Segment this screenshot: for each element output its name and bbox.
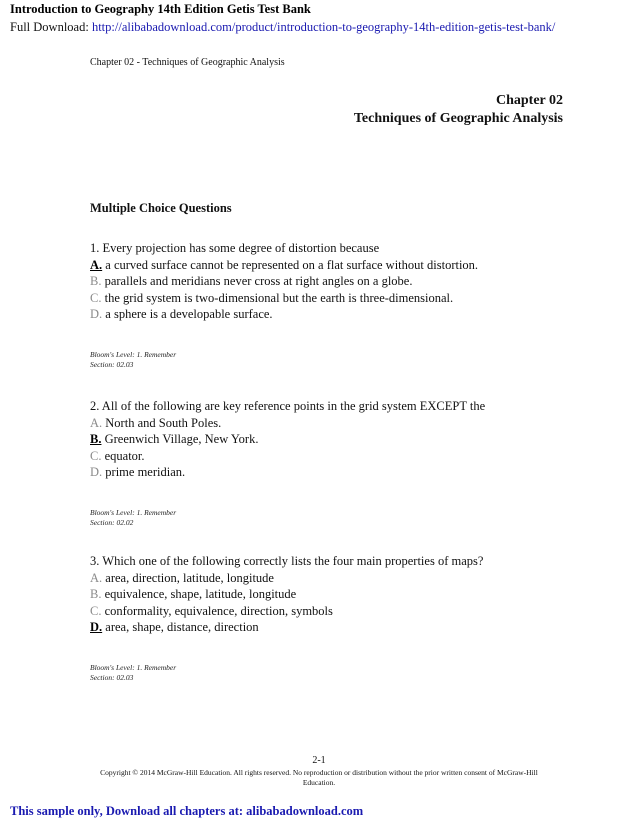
question-3-meta xyxy=(90,663,176,683)
download-link[interactable]: http://alibabadownload.com/product/introduction-to-geography-14th-edition-getis-test-bank/ xyxy=(91,20,556,34)
option-d xyxy=(90,619,483,636)
option-letter: C. xyxy=(90,290,102,305)
option-c xyxy=(90,448,485,465)
blooms-level: Bloom's Level: 1. Remember xyxy=(90,350,177,359)
blooms-level: Bloom's Level: 1. Remember xyxy=(90,663,177,672)
option-letter-correct: B. xyxy=(90,432,102,446)
question-1-meta xyxy=(90,350,176,370)
section-ref: Section: 02.02 xyxy=(90,518,134,527)
option-a xyxy=(90,570,483,587)
chapter-title: Techniques of Geographic Analysis xyxy=(353,111,563,126)
option-text: North and South Poles. xyxy=(102,415,222,430)
question-stem: 3. Which one of the following correctly lists the four main properties of maps? xyxy=(90,554,484,568)
option-letter: D. xyxy=(90,465,103,479)
option-b xyxy=(90,586,483,603)
option-letter: A. xyxy=(90,570,103,585)
copyright-notice: Copyright © 2014 McGraw-Hill Education. All rights reserved. No reproduction or distribution without the prior written consent of McGraw-Hill Education. xyxy=(100,768,538,787)
question-stem: 1. Every projection has some degree of distortion because xyxy=(90,241,380,255)
option-b xyxy=(90,273,478,290)
option-text: a curved surface cannot be represented on a flat surface without distortion. xyxy=(102,257,479,272)
option-text: Greenwich Village, New York. xyxy=(101,432,259,446)
option-a xyxy=(90,257,478,274)
banner-title: Introduction to Geography 14th Edition Getis Test Bank xyxy=(10,2,311,16)
question-stem: 2. All of the following are key reference points in the grid system EXCEPT the xyxy=(90,399,486,413)
option-letter: B. xyxy=(90,587,102,601)
option-letter: A. xyxy=(90,415,103,430)
section-ref: Section: 02.03 xyxy=(90,673,134,682)
download-label: Full Download: xyxy=(10,20,92,34)
option-text: a sphere is a developable surface. xyxy=(102,307,273,321)
option-text: prime meridian. xyxy=(102,465,186,479)
option-letter: B. xyxy=(90,274,102,288)
option-text: the grid system is two-dimensional but the earth is three-dimensional. xyxy=(101,290,454,305)
option-text: parallels and meridians never cross at right angles on a globe. xyxy=(101,274,413,288)
section-ref: Section: 02.03 xyxy=(90,360,134,369)
option-letter: C. xyxy=(90,603,102,618)
bottom-download-banner[interactable]: This sample only, Download all chapters at: alibabadownload.com xyxy=(10,804,364,818)
running-head: Chapter 02 - Techniques of Geographic Analysis xyxy=(90,57,285,68)
section-heading: Multiple Choice Questions xyxy=(90,201,232,215)
chapter-number: Chapter 02 xyxy=(495,93,563,108)
question-2 xyxy=(90,398,485,481)
download-line xyxy=(10,20,555,35)
page-number: 2-1 xyxy=(312,755,326,766)
option-letter-correct: D. xyxy=(90,620,103,634)
option-d xyxy=(90,306,478,323)
option-text: area, shape, distance, direction xyxy=(102,620,259,634)
option-c xyxy=(90,603,483,620)
option-letter: C. xyxy=(90,448,102,463)
option-text: equator. xyxy=(101,448,145,463)
option-text: equivalence, shape, latitude, longitude xyxy=(101,587,297,601)
option-letter: D. xyxy=(90,307,103,321)
option-c xyxy=(90,290,478,307)
blooms-level: Bloom's Level: 1. Remember xyxy=(90,508,177,517)
option-letter-correct: A. xyxy=(90,257,103,272)
question-3 xyxy=(90,553,483,636)
question-2-meta xyxy=(90,508,176,528)
chapter-heading xyxy=(354,92,563,128)
question-1 xyxy=(90,240,478,323)
option-text: conformality, equivalence, direction, symbols xyxy=(101,603,333,618)
option-text: area, direction, latitude, longitude xyxy=(102,570,274,585)
option-a xyxy=(90,415,485,432)
option-d xyxy=(90,464,485,481)
option-b xyxy=(90,431,485,448)
